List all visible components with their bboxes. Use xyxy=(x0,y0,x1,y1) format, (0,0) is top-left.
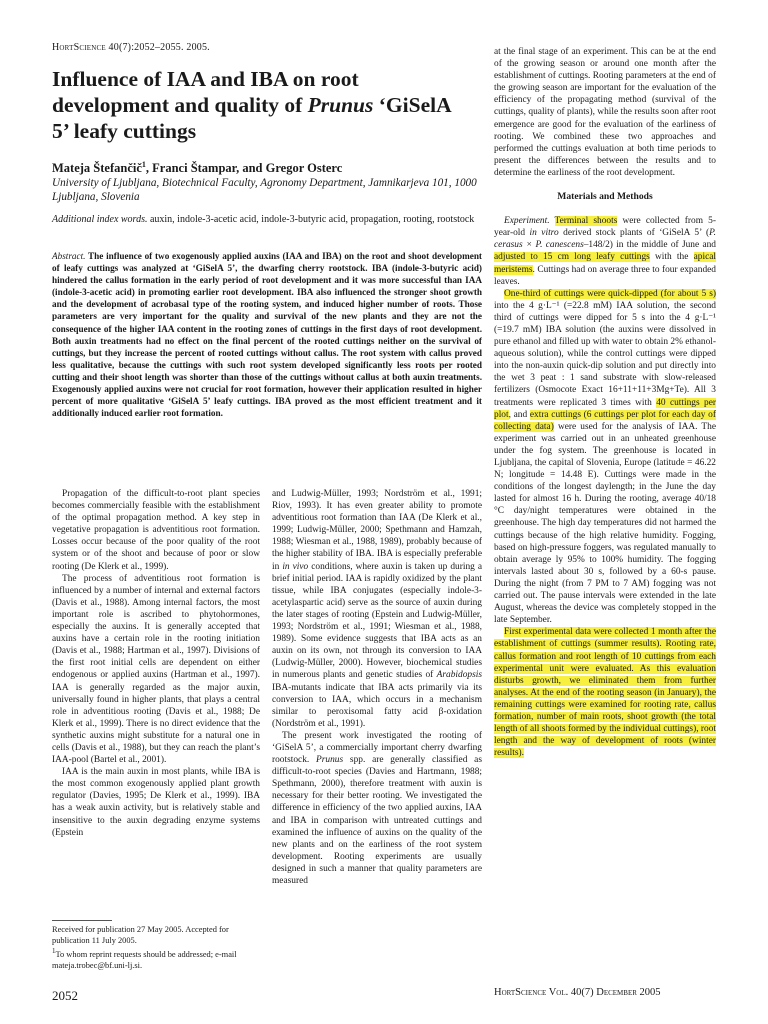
paragraph xyxy=(272,730,482,887)
text-run: into the 4 g·L⁻¹ (=22.8 mM) IAA solution, the second third of cuttings were dipped for 5 s into the 4 g·L⁻¹ (=19.7 mM) IBA solution (the auxins were dissolved in pure ethanol and filled up with water to obtain 2% ethanol-aqueous solution), while the control cuttings were dipped into the non-auxin quick-dip solution and put directly into the wet 3 peat : 1 sand substrate with slow-released fertilizers (Osmocote Exact 16+11+11+3Mg+Te). All 3 treatments were replicated 3 times with xyxy=(494,300,716,408)
author-first: Mateja Štefančič xyxy=(52,161,142,176)
authors xyxy=(52,157,482,176)
column-middle xyxy=(272,488,482,887)
keywords xyxy=(52,213,480,227)
text-italic: Arabidopsis xyxy=(436,670,482,681)
paragraph: IAA is the main auxin in most plants, while IBA is the most common exogenously applied plant growth regulator (Davies, 1995; De Klerk et al., 1999). IBA has a weak auxin activity, but is relatively stable and insensitive to the auxin degrading enzyme systems (Epstein xyxy=(52,767,260,838)
paragraph xyxy=(272,488,482,730)
footnote-divider xyxy=(52,920,112,921)
title-main: Influence of IAA and IBA on root development and quality of xyxy=(52,67,359,117)
text-run: –148/2) in the middle of June and xyxy=(583,240,716,251)
keywords-text: auxin, indole-3-acetic acid, indole-3-butyric acid, propagation, rooting, rootstock xyxy=(147,214,475,225)
highlight: 40 cuttings per plot xyxy=(494,397,716,420)
text-run: and Ludwig-Müller, 1993; Nordström et al., 1991; Riov, 1993). It has even greater ability to promote adventitious root formation than IAA (De Klerk et al., 1999; Ludwig-Müller, 2000; Spethmann and Hamzah, 1988; Wiesman et al., 1988, 1989), probably because of the higher stability of IBA. IBA is especially preferable in xyxy=(272,489,482,572)
citation: 40(7):2052–2055. 2005. xyxy=(105,42,210,53)
section-heading: Materials and Methods xyxy=(557,191,653,203)
text-run: conditions, where auxin is taken up during a brief initial period. IAA is rapidly oxidized by the plant tissue, while IBA conjugates (especially indole-3-acetylaspartic acid) serve as the source of auxin during the later stages of rooting (Epstein and Ludwig-Müller, 1993; Nordström et al., 1991; Wiesman et al., 1988, 1989). Some evidence suggests that IBA acts as an auxin on its own, not through its conversion to IAA (Ludwig-Müller, 2000). However, biochemical studies in numerous plants and genetic studies of xyxy=(272,561,482,681)
abstract-label: Abstract. xyxy=(52,251,86,261)
paragraph: The process of adventitious root formation is influenced by a number of internal and external factors (Davis et al., 1988). Among internal factors, the most important role is ascribed to phytohormones, especially the auxins. It is generally accepted that auxins have a certain role in the rooting initiation (Davis et al., 1988; Hartman et al., 1997). Divisions of the first root initial cells are dependent on either endogenous or applied auxins (Hartman et al., 1997). IAA is generally regarded as the major auxin, universally found in higher plants, that plays a central role in adventitious rooting (Davis et al., 1988; De Klerk et al., 1999). There is no direct evidence that the synthetic auxins might substitute for a natural one in cells (Davis et al., 1988), but they can reach the plant’s IAA-pool (Bartel et al., 2001). xyxy=(52,573,260,766)
footnote-text: To whom reprint requests should be addressed; e-mail mateja.trobec@bf.uni-lj.si. xyxy=(52,949,237,970)
text-run: The present work investigated the rooting of ‘GiSelA 5’, a commercially important cherry dwarfing rootstock. xyxy=(272,730,482,766)
author-footnote-mark: 1 xyxy=(141,160,146,169)
text-italic: Prunus xyxy=(316,755,344,766)
text-run: spp. are generally classified as difficult-to-root species (Davies and Hartmann, 1988; Spethmann, 2000), therefore treatment with auxin is necessary for their better rooting. We investigated the difference in efficiency of the two applied auxins, IAA and IBA in comparison with untreated cuttings and examined the influence of auxins on the quality of the new plants and on the earliness of the root system development. Rooting experiments are usually designed in such a manner that quality parameters are measured xyxy=(272,755,482,886)
text-italic: P. cerasus × P. canescens xyxy=(494,228,716,251)
paragraph: Propagation of the difficult-to-root plant species becomes commercially feasible with the establishment of the optimal propagation method. A key step in vegetative propagation is adventitious root formation. Losses occur because of the poor quality of the root system or of the shoot and because of poor or slow rooting (De Klerk et al., 1999). xyxy=(52,489,260,572)
running-head xyxy=(52,42,210,53)
text-run: IBA-mutants indicate that IBA acts primarily via its conversion to IAA, which occurs in a mechanism similar to peroxisomal fatty acid β-oxidation (Nordström et al., 1991). xyxy=(272,682,482,729)
text-run: derived stock plants of ‘GiSelA 5’ ( xyxy=(558,228,710,239)
text-run: were collected from 5-year-old xyxy=(494,216,716,239)
subheading-label: Experiment. xyxy=(504,216,550,227)
running-footer: HortScience Vol. 40(7) December 2005 xyxy=(494,987,661,998)
highlight: extra cuttings (6 cuttings per plot for each day of collecting data) xyxy=(494,409,716,432)
keywords-label: Additional index words. xyxy=(52,214,148,225)
text-run: were used for the analysis of IAA. The experiment was carried out in an unheated greenhouse under the fog system. The greenhouse is located in Ljubljana, the capital of Slovenia, Europe (latitude = 46.22 N; longitude = 14.48 E). Cuttings were made in the conditions of the longest daylength; in the June the day lasted for almost 16 h. During the rooting, average 40/18 °C day/night temperatures were obtained in the greenhouse. The high day temperatures did not harmed the cuttings because of the high relative humidity. Fogging, based on high-pressure foggers, was regulated manually to obtain average ly 95% to 100% humidity. The fogging intervals lasted about 30 s, followed by a 60-s pause. During the night (from 7 PM to 7 AM) fogging was not carried out. The pause intervals were extended in the late August, whereas the device was completely stopped in the late September. xyxy=(494,421,716,626)
text-run: , and xyxy=(508,409,530,420)
page-number: 2052 xyxy=(52,988,78,1003)
journal-name: HortScience xyxy=(52,42,106,53)
paragraph-data-collection xyxy=(494,626,716,759)
highlight: adjusted to 15 cm long leafy cuttings xyxy=(494,252,650,263)
highlight: First experimental data were collected 1 month after the establishment of cuttings (summer results). Rooting rate, callus formation and root length of 10 cuttings from each experimental unit were evaluated. As this evaluation disturbs growth, we eliminated them from further analyses. At the end of the rooting season (in January), the remaining cuttings were examined for rooting rate, callus formation, number of main roots, shoot growth (the total length of all shoots formed by the individual cuttings), root length and the way of development of roots (winter results). xyxy=(494,627,716,759)
abstract xyxy=(52,250,482,419)
highlight: One-third of cuttings were quick-dipped (for about 5 s) xyxy=(504,288,716,299)
column-left xyxy=(52,488,260,839)
footnote-reprint xyxy=(52,946,260,971)
title-end: ‘GiSelA 5’ leafy cuttings xyxy=(52,93,451,143)
highlight: apical meristems xyxy=(494,252,717,275)
text-run: with the xyxy=(649,252,694,263)
footnote-mark: 1 xyxy=(52,947,56,955)
article-title xyxy=(52,66,472,144)
text-italic: in vivo xyxy=(282,561,309,572)
footnote-received: Received for publication 27 May 2005. Accepted for publication 11 July 2005. xyxy=(52,925,229,945)
column-right xyxy=(494,46,716,759)
footnotes xyxy=(52,924,260,971)
title-genus: Prunus xyxy=(307,93,374,117)
highlight: Terminal shoots xyxy=(554,216,618,227)
abstract-text: The influence of two exogenously applied auxins (IAA and IBA) on the root and shoot development of leafy cuttings was analyzed at ‘GiSelA 5’, the dwarfing cherry rootstock. IBA (indole-3-butyric acid) hindered the callus formation in the early period of root development and it was more successful than IAA (indole-3-acetic acid) in promoting earlier root development. IBA also influenced the stronger shoot growth and the development of acrobasal type of the rooting system, and induced higher number of roots. Those parameters are very important for the quality and survival of the new plants and they are not the consequence of the higher IAA content in the rooting zones of cuttings in the first days of root development. Both auxin treatments had no effect on the final percent of the rooted cuttings neither on the survival of cuttings, but they increase the percent of rooted cuttings without callus. The root system with callus proved less qualitative, because the cuttings with such root system developed significantly less roots per rooted cutting and their shoot length was shorter than those of the cuttings without callus at both auxin treatments. Exogenously applied auxins were not crucial for root formation, however their application resulted in higher percent of more qualitative ‘GiSelA 5’ leafy cuttings. IBA proved as the most efficient treatment and it additionally induced earlier root formation. xyxy=(52,251,482,419)
paragraph-experiment xyxy=(494,215,716,288)
affiliation: University of Ljubljana, Biotechnical Faculty, Agronomy Department, Jamnikarjeva 101, 1000 Ljubljana, Slovenia xyxy=(52,177,477,203)
text-run: . Cuttings had on average three to four expanded leaves. xyxy=(494,264,716,287)
paragraph-treatment xyxy=(494,288,716,627)
paragraph: at the final stage of an experiment. This can be at the end of the growing season or around one month after the establishment of cuttings. Rooting parameters at the end of the growing season are important for the evaluation of the efficiency of the propagating method (survival of the cuttings, quality of plants), while the results soon after root emergence are good for the evaluation of the earliness of rooting. We combined these two approaches and performed the cuttings evaluation at both time periods to present the differences between the results and to determine the earliness of the root development. xyxy=(494,47,716,178)
author-rest: , Franci Štampar, and Gregor Osterc xyxy=(145,161,343,176)
text-italic: in vitro xyxy=(529,228,559,239)
